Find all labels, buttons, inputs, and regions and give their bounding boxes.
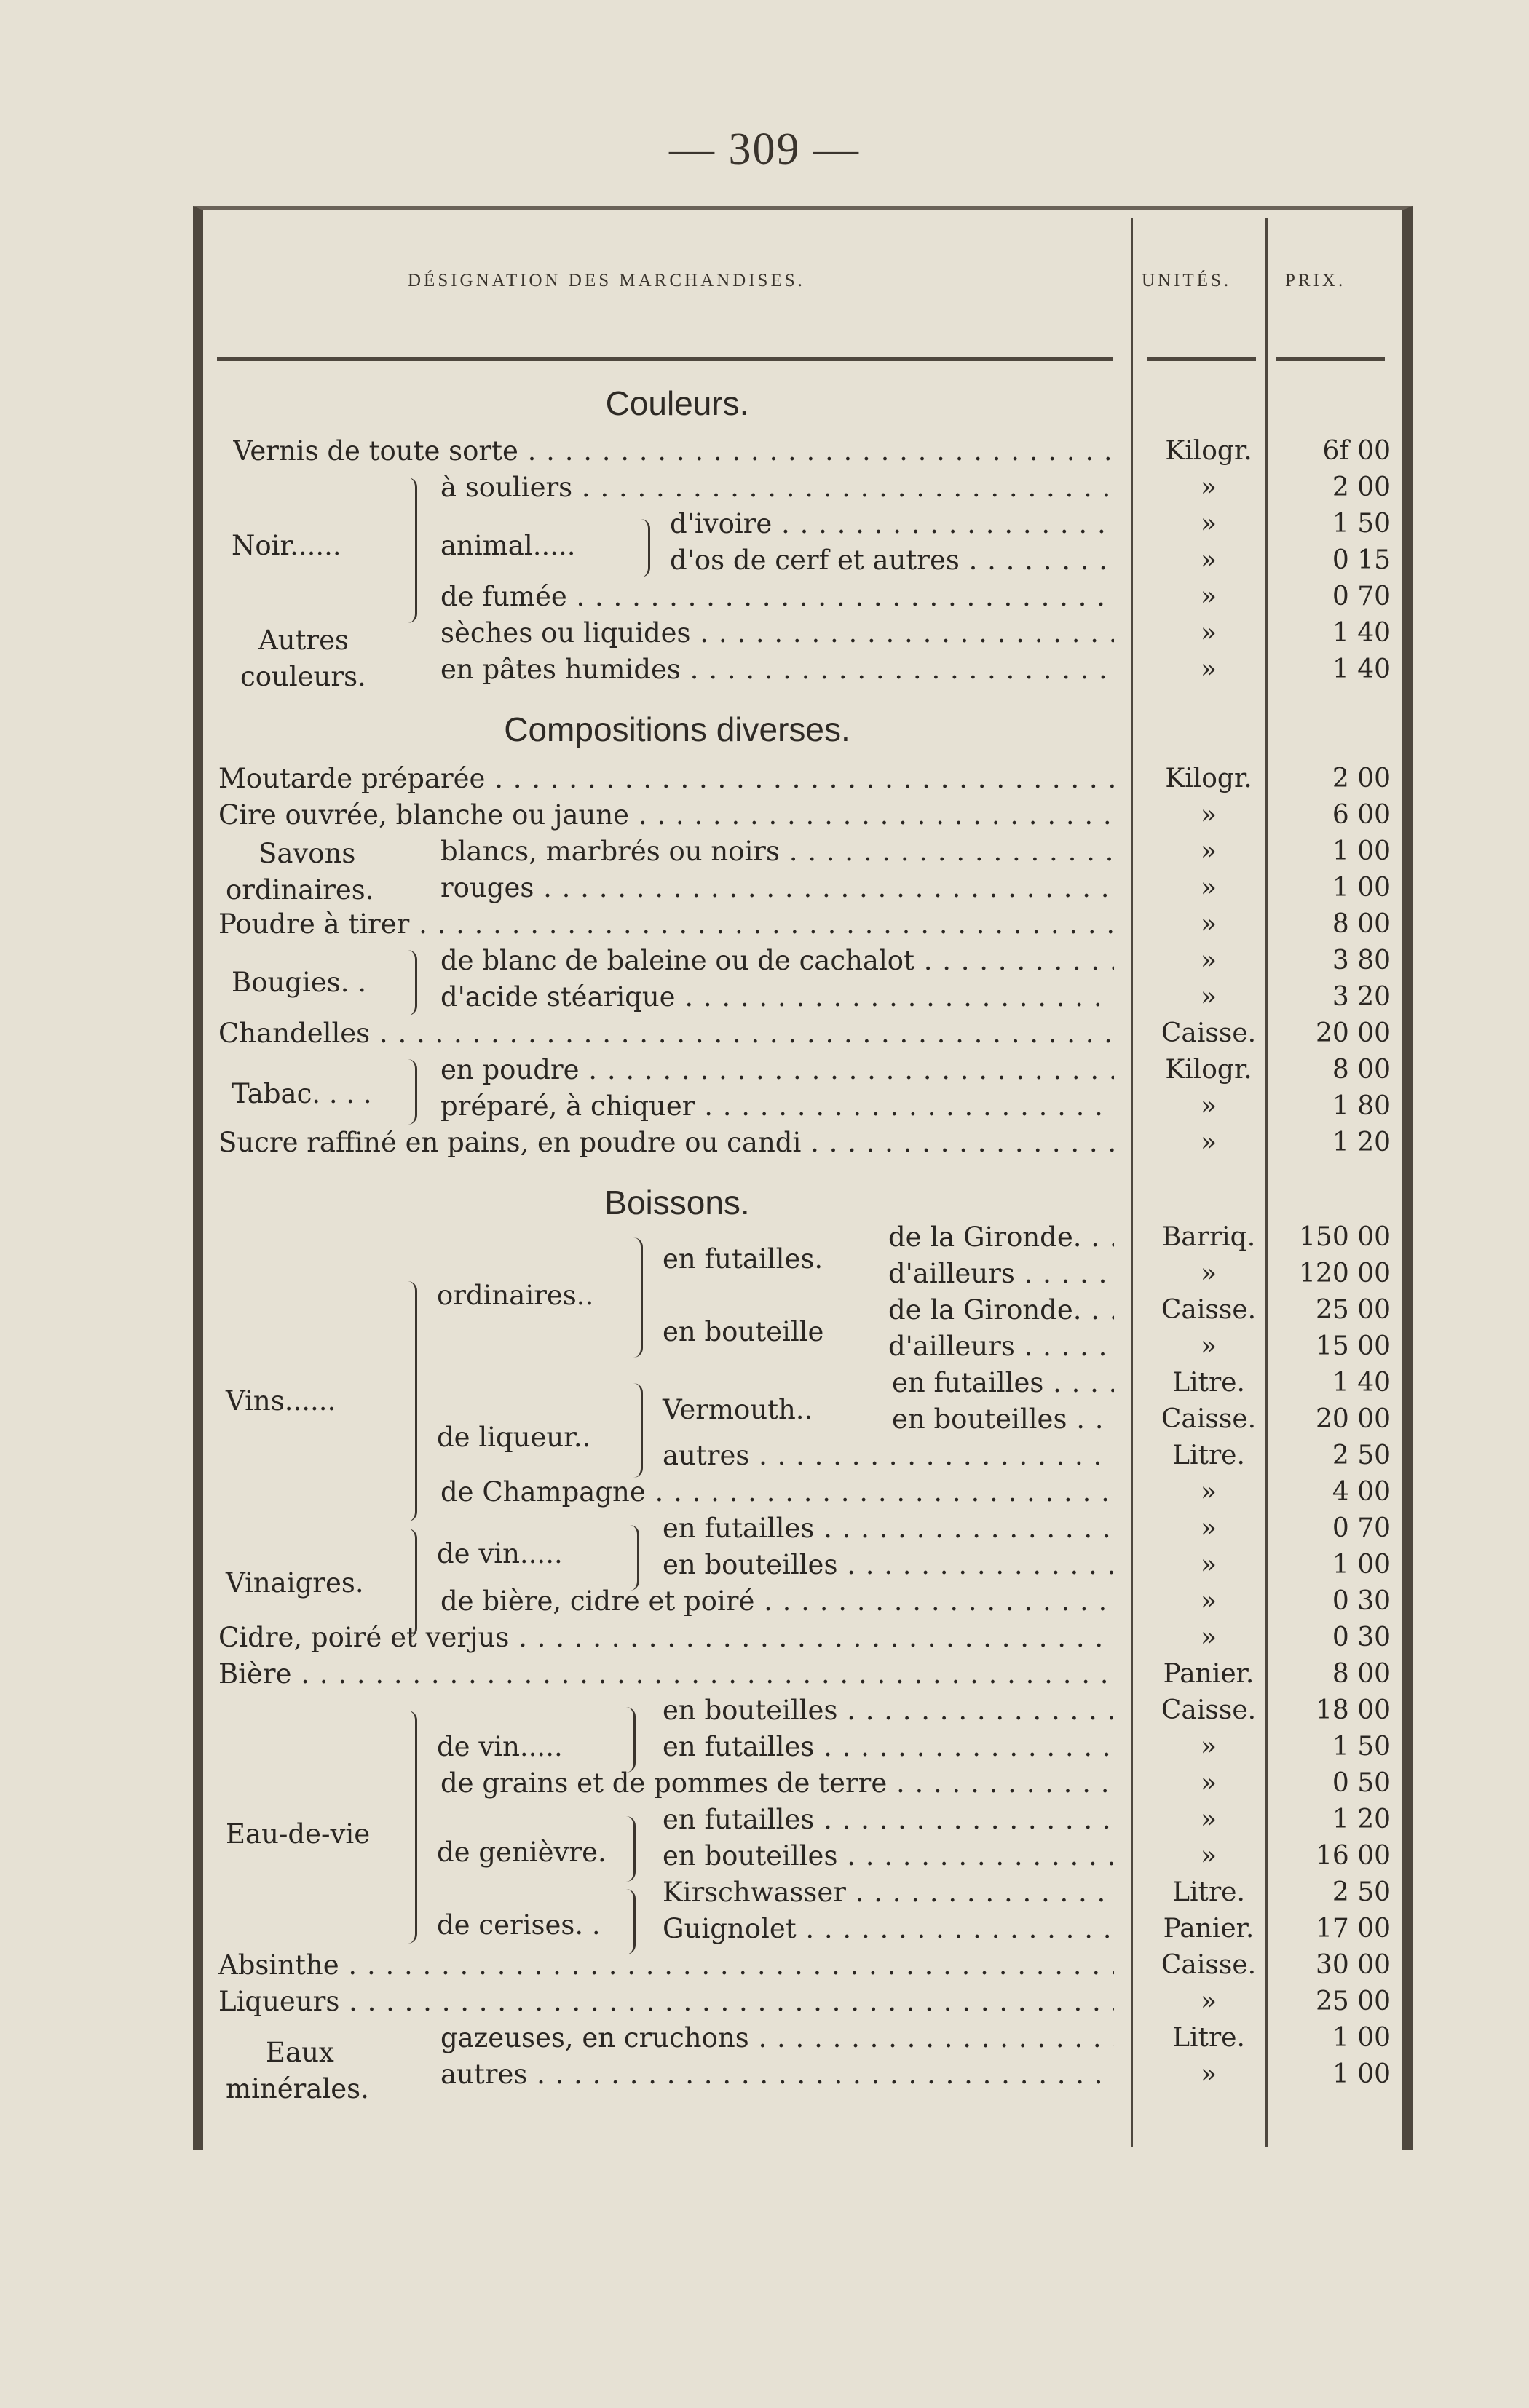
page-number: — 309 — — [669, 124, 860, 174]
row-price: 120 00 — [1299, 1259, 1391, 1288]
row-label: Kirschwasser . . . — [663, 1874, 1114, 1911]
row-unit: Kilogr. — [1165, 764, 1252, 793]
row-price: 0 30 — [1332, 1586, 1391, 1616]
row-unit: » — [1200, 836, 1217, 866]
row-label: Chandelles . . . — [218, 1015, 1114, 1052]
row-label: à souliers . . . — [440, 470, 1114, 506]
row-price: 0 15 — [1332, 545, 1391, 575]
row-label: Liqueurs . . . — [218, 1984, 1114, 2020]
row-unit: Caisse. — [1161, 1695, 1257, 1725]
row-price: 0 70 — [1332, 1513, 1391, 1543]
row-price: 6f 00 — [1322, 436, 1391, 466]
row-label: de la Gironde. . . . — [888, 1292, 1114, 1328]
row-unit: » — [1200, 1987, 1217, 2016]
row-label: blancs, marbrés ou noirs . . . — [440, 833, 1114, 870]
row-price: 3 20 — [1332, 982, 1391, 1012]
table-row — [218, 1125, 1405, 1161]
table-row — [218, 1328, 1405, 1365]
row-label: Cidre, poiré et verjus . . . — [218, 1620, 1114, 1656]
row-label: Poudre à tirer . . . — [218, 906, 1114, 943]
row-price: 17 00 — [1315, 1914, 1391, 1944]
group-de-cerises: de cerises. . — [437, 1909, 601, 1941]
row-price: 1 40 — [1332, 1368, 1391, 1398]
row-label: Sucre raffiné en pains, en poudre ou candi . . . — [218, 1125, 1114, 1161]
row-unit: » — [1200, 618, 1217, 648]
row-price: 1 00 — [1332, 873, 1391, 903]
row-label: en futailles . . . — [663, 1510, 1114, 1547]
row-unit: Panier. — [1163, 1659, 1255, 1689]
row-unit: Caisse. — [1161, 1295, 1257, 1325]
group-eaux: Eaux — [266, 2037, 334, 2068]
table-row — [218, 1802, 1405, 1838]
group-ordinaires: ordinaires.. — [437, 1280, 594, 1311]
row-unit: » — [1200, 2059, 1217, 2089]
table-row — [218, 870, 1405, 906]
row-unit: » — [1200, 1768, 1217, 1798]
table-row — [218, 761, 1405, 797]
row-price: 18 00 — [1315, 1695, 1391, 1725]
row-unit: » — [1200, 1841, 1217, 1871]
row-price: 1 50 — [1332, 509, 1391, 539]
row-label: en bouteilles . . . — [663, 1547, 1114, 1583]
row-label: préparé, à chiquer . . . — [440, 1088, 1114, 1125]
table-row — [218, 615, 1405, 651]
group-autres-couleurs-2: couleurs. — [240, 661, 366, 692]
table-row — [218, 433, 1405, 470]
row-price: 1 40 — [1332, 618, 1391, 648]
row-unit: » — [1200, 472, 1217, 502]
table-row — [218, 1583, 1405, 1620]
row-unit: Litre. — [1172, 1877, 1245, 1907]
row-price: 15 00 — [1315, 1331, 1391, 1361]
table-row — [218, 1765, 1405, 1802]
row-price: 1 40 — [1332, 654, 1391, 684]
table-row — [218, 1015, 1405, 1052]
row-price: 150 00 — [1299, 1222, 1391, 1252]
table-row — [218, 833, 1405, 870]
row-label: Cire ouvrée, blanche ou jaune . . . — [218, 797, 1114, 833]
row-unit: » — [1200, 1623, 1217, 1652]
row-label: d'ailleurs . . . — [888, 1328, 1114, 1365]
table-row — [218, 1401, 1405, 1438]
table-row — [218, 506, 1405, 542]
row-price: 1 00 — [1332, 1550, 1391, 1580]
row-unit: Kilogr. — [1165, 436, 1252, 466]
row-label: en futailles . . . — [663, 1729, 1114, 1765]
row-label: en bouteilles . . . — [663, 1838, 1114, 1874]
row-label: d'os de cerf et autres . . . — [670, 542, 1114, 579]
row-price: 0 30 — [1332, 1623, 1391, 1652]
table-row — [218, 1656, 1405, 1692]
row-unit: Caisse. — [1161, 1018, 1257, 1048]
table-row — [218, 906, 1405, 943]
row-unit: » — [1200, 1259, 1217, 1288]
row-price: 8 00 — [1332, 1055, 1391, 1085]
section-boissons: Boissons. — [604, 1184, 750, 1221]
row-label: Bière . . . — [218, 1656, 1114, 1692]
header-rule — [217, 357, 1113, 361]
table-row — [218, 1984, 1405, 2020]
row-price: 1 00 — [1332, 2059, 1391, 2089]
row-label: autres . . . — [440, 2056, 1114, 2093]
group-tabac: Tabac. . . . — [232, 1078, 372, 1109]
table-row — [218, 1474, 1405, 1510]
row-unit: » — [1200, 1331, 1217, 1361]
row-unit: Panier. — [1163, 1914, 1255, 1944]
row-unit: » — [1200, 800, 1217, 830]
header-designation: DÉSIGNATION DES MARCHANDISES. — [408, 271, 805, 290]
table-row — [218, 1547, 1405, 1583]
table-row — [218, 1692, 1405, 1729]
row-price: 8 00 — [1332, 909, 1391, 939]
group-de-liqueur: de liqueur.. — [437, 1422, 591, 1453]
table-row — [218, 1729, 1405, 1765]
row-unit: » — [1200, 545, 1217, 575]
group-savons: Savons — [258, 838, 356, 869]
row-price: 2 50 — [1332, 1877, 1391, 1907]
table-row — [218, 542, 1405, 579]
row-unit: » — [1200, 1513, 1217, 1543]
row-label: en poudre . . . — [440, 1052, 1114, 1088]
table-row — [218, 2056, 1405, 2093]
group-eau-de-vie: Eau-de-vie — [226, 1818, 371, 1850]
row-price: 30 00 — [1315, 1950, 1391, 1980]
row-label: en bouteilles . . . — [892, 1401, 1114, 1438]
row-unit: Litre. — [1172, 1441, 1245, 1470]
row-label: Guignolet . . . — [663, 1911, 1114, 1947]
row-unit: » — [1200, 509, 1217, 539]
row-label: d'ailleurs . . . — [888, 1256, 1114, 1292]
row-price: 2 50 — [1332, 1441, 1391, 1470]
row-unit: » — [1200, 1732, 1217, 1762]
table-row — [218, 651, 1405, 688]
table-row — [218, 979, 1405, 1015]
row-unit: » — [1200, 654, 1217, 684]
row-price: 2 00 — [1332, 472, 1391, 502]
row-unit: » — [1200, 909, 1217, 939]
table-row — [218, 1510, 1405, 1547]
row-unit: » — [1200, 1805, 1217, 1834]
row-label: de grains et de pommes de terre . . . — [440, 1765, 1114, 1802]
header-unites: UNITÉS. — [1142, 271, 1232, 290]
row-price: 1 20 — [1332, 1805, 1391, 1834]
table-row — [218, 2020, 1405, 2056]
row-price: 1 80 — [1332, 1091, 1391, 1121]
row-label: Vernis de toute sorte . . . — [233, 433, 1114, 470]
row-label: autres . . . — [663, 1438, 1114, 1474]
row-label: en futailles . . . — [892, 1365, 1114, 1401]
row-price: 1 00 — [1332, 2023, 1391, 2053]
row-price: 20 00 — [1315, 1018, 1391, 1048]
row-price: 3 80 — [1332, 946, 1391, 975]
row-unit: Barriq. — [1161, 1222, 1256, 1252]
row-unit: » — [1200, 946, 1217, 975]
group-en-futailles: en futailles. — [663, 1243, 823, 1275]
group-de-genievre: de genièvre. — [437, 1837, 607, 1868]
group-de-vin: de vin..... — [437, 1538, 563, 1569]
row-unit: » — [1200, 1550, 1217, 1580]
group-eaux-2: minérales. — [226, 2073, 369, 2104]
row-label: Moutarde préparée . . . — [218, 761, 1114, 797]
table-row — [218, 1292, 1405, 1328]
row-unit: » — [1200, 873, 1217, 903]
group-vins: Vins...... — [226, 1385, 336, 1417]
section-couleurs: Couleurs. — [605, 384, 749, 422]
table-row — [218, 1947, 1405, 1984]
row-label: de bière, cidre et poiré . . . — [440, 1583, 1114, 1620]
header-rule-unites — [1147, 357, 1256, 361]
row-label: en bouteilles . . . — [663, 1692, 1114, 1729]
table-row — [218, 470, 1405, 506]
group-autres-couleurs: Autres — [258, 625, 349, 656]
table-row — [218, 1088, 1405, 1125]
row-price: 16 00 — [1315, 1841, 1391, 1871]
row-price: 4 00 — [1332, 1477, 1391, 1507]
row-price: 0 50 — [1332, 1768, 1391, 1798]
row-label: de Champagne . . . — [440, 1474, 1114, 1510]
row-label: en pâtes humides . . . — [440, 651, 1114, 688]
row-label: d'acide stéarique . . . — [440, 979, 1114, 1015]
table-row — [218, 1052, 1405, 1088]
group-vinaigres: Vinaigres. — [226, 1567, 364, 1599]
row-price: 1 50 — [1332, 1732, 1391, 1762]
row-label: Absinthe . . . — [218, 1947, 1114, 1984]
header-rule-prix — [1276, 357, 1385, 361]
table-row — [218, 1365, 1405, 1401]
group-en-bouteille: en bouteille — [663, 1316, 824, 1347]
row-price: 0 70 — [1332, 582, 1391, 611]
table-row — [218, 943, 1405, 979]
row-unit: Caisse. — [1161, 1950, 1257, 1980]
row-price: 1 20 — [1332, 1128, 1391, 1157]
table-row — [218, 1620, 1405, 1656]
group-savons-2: ordinaires. — [226, 874, 374, 906]
group-noir: Noir...... — [232, 530, 341, 561]
row-unit: » — [1200, 1477, 1217, 1507]
table-row — [218, 1256, 1405, 1292]
section-compositions: Compositions diverses. — [504, 710, 850, 748]
row-unit: » — [1200, 1586, 1217, 1616]
group-de-vin-2: de vin..... — [437, 1731, 563, 1762]
row-label: en futailles . . . — [663, 1802, 1114, 1838]
row-price: 25 00 — [1315, 1987, 1391, 2016]
row-unit: » — [1200, 1128, 1217, 1157]
table-row — [218, 1838, 1405, 1874]
row-label: d'ivoire . . . — [670, 506, 1114, 542]
row-label: rouges . . . — [440, 870, 1114, 906]
row-unit: Kilogr. — [1165, 1055, 1252, 1085]
row-label: sèches ou liquides . . . — [440, 615, 1114, 651]
row-label: de fumée . . . — [440, 579, 1114, 615]
row-price: 25 00 — [1315, 1295, 1391, 1325]
row-price: 2 00 — [1332, 764, 1391, 793]
table-row — [218, 797, 1405, 833]
group-animal: animal..... — [440, 530, 576, 561]
row-unit: Caisse. — [1161, 1404, 1257, 1434]
row-unit: Litre. — [1172, 1368, 1245, 1398]
table-row — [218, 1219, 1405, 1256]
row-unit: Litre. — [1172, 2023, 1245, 2053]
row-unit: » — [1200, 582, 1217, 611]
header-prix: PRIX. — [1285, 271, 1346, 290]
row-label: de la Gironde. . . . — [888, 1219, 1114, 1256]
table-row — [218, 579, 1405, 615]
row-price: 6 00 — [1332, 800, 1391, 830]
row-label: de blanc de baleine ou de cachalot . . . — [440, 943, 1114, 979]
row-unit: » — [1200, 1091, 1217, 1121]
row-label: gazeuses, en cruchons . . . — [440, 2020, 1114, 2056]
group-vermouth: Vermouth.. — [663, 1394, 813, 1425]
row-price: 1 00 — [1332, 836, 1391, 866]
row-price: 8 00 — [1332, 1659, 1391, 1689]
row-price: 20 00 — [1315, 1404, 1391, 1434]
group-bougies: Bougies. . — [232, 967, 366, 998]
table-row — [218, 1438, 1405, 1474]
row-unit: » — [1200, 982, 1217, 1012]
table-row — [218, 1874, 1405, 1911]
table-row — [218, 1911, 1405, 1947]
